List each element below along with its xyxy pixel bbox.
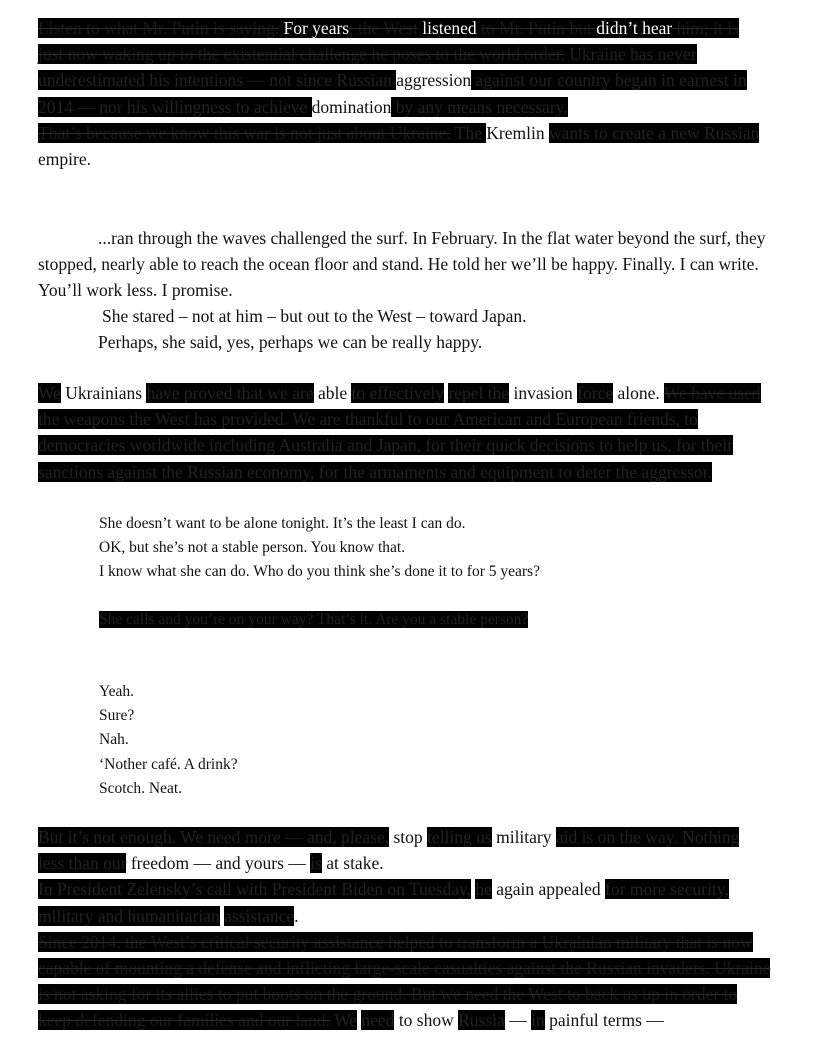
redaction-bar: listened <box>417 18 482 38</box>
dialogue-line: I know what she can do. Who do you think she’s done it to for 5 years? <box>99 563 540 581</box>
visible-word: — <box>504 1010 532 1031</box>
redaction-bar: he <box>475 879 492 900</box>
visible-word: Ukrainians <box>60 383 147 403</box>
redaction-bar: sanctions against the Russian economy, for the armaments and equipment to deter the aggressor. <box>38 461 712 482</box>
text-line <box>38 147 91 173</box>
text-line <box>38 95 568 121</box>
text-line <box>38 825 739 851</box>
dialogue-line: OK, but she’s not a stable person. You know that. <box>99 539 406 557</box>
redaction-bar: We <box>38 383 61 403</box>
visible-word: stop <box>389 827 428 847</box>
redaction-bar: is not asking for its allies to put boots on the ground. But we need the West to back us up in order to <box>38 984 738 1005</box>
redaction-bar: Russia <box>458 1010 505 1031</box>
text-line <box>38 1008 664 1034</box>
visible-word: painful terms — <box>544 1010 664 1031</box>
visible-word: military <box>491 827 556 847</box>
visible-word: at stake. <box>321 853 384 874</box>
visible-word: freedom — and yours — <box>126 853 311 874</box>
redaction-bar: for more security, <box>605 879 729 900</box>
redaction-bar: to effectively <box>351 383 444 403</box>
redaction-bar: underestimated his intentions — not since Russian <box>38 70 397 91</box>
text-line <box>38 904 299 930</box>
redaction-bar: military and humanitarian <box>38 905 220 926</box>
redaction-bar: That’s because we know this war is not just about Ukraine. <box>38 122 451 143</box>
text-line <box>38 877 729 903</box>
text-line <box>38 433 733 459</box>
redaction-bar: keep defending our families and our land. <box>38 1010 331 1031</box>
redaction-bar: aid is on the way. Nothing <box>555 827 740 847</box>
redaction-bar: , the West <box>349 18 418 38</box>
story-line: She stared – not at him – but out to the West – toward Japan. <box>102 306 527 326</box>
redaction-bar: Listen to what Mr. Putin is saying. <box>38 18 280 38</box>
redaction-bar: assistance <box>224 905 295 926</box>
visible-word: again appealed <box>491 879 606 900</box>
dialogue-line: Scotch. Neat. <box>99 779 183 797</box>
visible-word: invasion <box>509 383 578 403</box>
redaction-bar: We have used <box>663 383 761 403</box>
visible-word: to show <box>394 1010 459 1031</box>
redaction-bar: But it’s not enough. We need more — and, please, <box>38 827 390 847</box>
redaction-bar: Ukraine has never <box>564 44 697 65</box>
redaction-bar: repel the <box>448 383 510 403</box>
redaction-bar: just now waking up to the existential challenge he poses to the world order. <box>38 44 565 65</box>
redaction-bar: need <box>361 1010 395 1031</box>
redaction-bar: against our country began in earnest in <box>471 70 747 91</box>
redaction-bar: capable of mounting a defense and inflicting large-scale casualties against the Russian invaders. Ukraine <box>38 958 771 978</box>
redaction-bar: We <box>330 1010 358 1031</box>
text-line <box>38 956 770 982</box>
visible-word: . <box>294 905 299 926</box>
text-line <box>38 121 759 147</box>
dialogue-line: Nah. <box>99 731 129 749</box>
redaction-bar: didn’t hear <box>596 18 673 38</box>
dialogue-line: Sure? <box>99 707 135 725</box>
redaction-bar: have proved that we are <box>146 383 314 403</box>
text-line <box>38 68 747 94</box>
text-line <box>38 460 712 486</box>
redaction-bar: force <box>577 383 614 403</box>
redaction-bar: Since 2014, the West’s critical security assistance helped to transform a Ukrainian military that is now <box>38 931 753 952</box>
text-line <box>38 16 739 42</box>
text-line <box>38 930 753 956</box>
text-line <box>38 851 384 877</box>
story-line: ...ran through the waves challenged the surf. In February. In the flat water beyond the surf, they <box>98 228 766 248</box>
redaction-bar: the weapons the West has provided. We are thankful to our American and European friends, to <box>38 409 698 430</box>
redaction-bar: 2014 — nor his willingness to achieve <box>38 96 312 117</box>
redaction-bar: telling us <box>427 827 492 847</box>
text-line <box>38 982 737 1008</box>
redaction-bar: him; it is <box>672 18 739 38</box>
visible-word: domination <box>311 96 392 117</box>
story-line: stopped, nearly able to reach the ocean floor and stand. He told her we’ll be happy. Finally. I can write. <box>38 254 759 274</box>
dialogue-line: She doesn’t want to be alone tonight. It’s the least I can do. <box>99 515 466 532</box>
redaction-bar: The <box>450 122 487 143</box>
visible-word: alone. <box>613 383 664 403</box>
story-line: You’ll work less. I promise. <box>38 280 233 300</box>
redaction-bar: less than our <box>38 853 127 874</box>
visible-word: able <box>313 383 352 403</box>
story-line: Perhaps, she said, yes, perhaps we can be really happy. <box>98 332 483 352</box>
redaction-bar: democracies worldwide including Australia and Japan, for their quick decisions to help us, for their <box>38 435 733 456</box>
dialogue-line: ‘Nother café. A drink? <box>99 755 238 773</box>
text-line <box>38 381 761 407</box>
redaction-bar: in <box>531 1010 545 1031</box>
text-line <box>38 407 698 433</box>
redacted-text: She calls and you’re on your way? That’s it. Are you a stable person? <box>99 611 529 628</box>
visible-word: aggression <box>396 70 472 91</box>
visible-word: Kremlin <box>486 122 549 143</box>
text-line <box>38 42 697 68</box>
redaction-bar: wants to create a new Russian <box>548 122 760 143</box>
dialogue-line: Yeah. <box>99 683 135 700</box>
redaction-bar: For years <box>279 18 350 38</box>
redaction-bar: by any means necessary. <box>391 96 568 117</box>
redaction-bar: to Mr. Putin but <box>481 18 597 38</box>
redaction-bar: is <box>310 853 322 874</box>
visible-word: empire. <box>38 149 91 169</box>
redaction-bar: In President Zelensky’s call with President Biden on Tuesday, <box>38 879 471 900</box>
